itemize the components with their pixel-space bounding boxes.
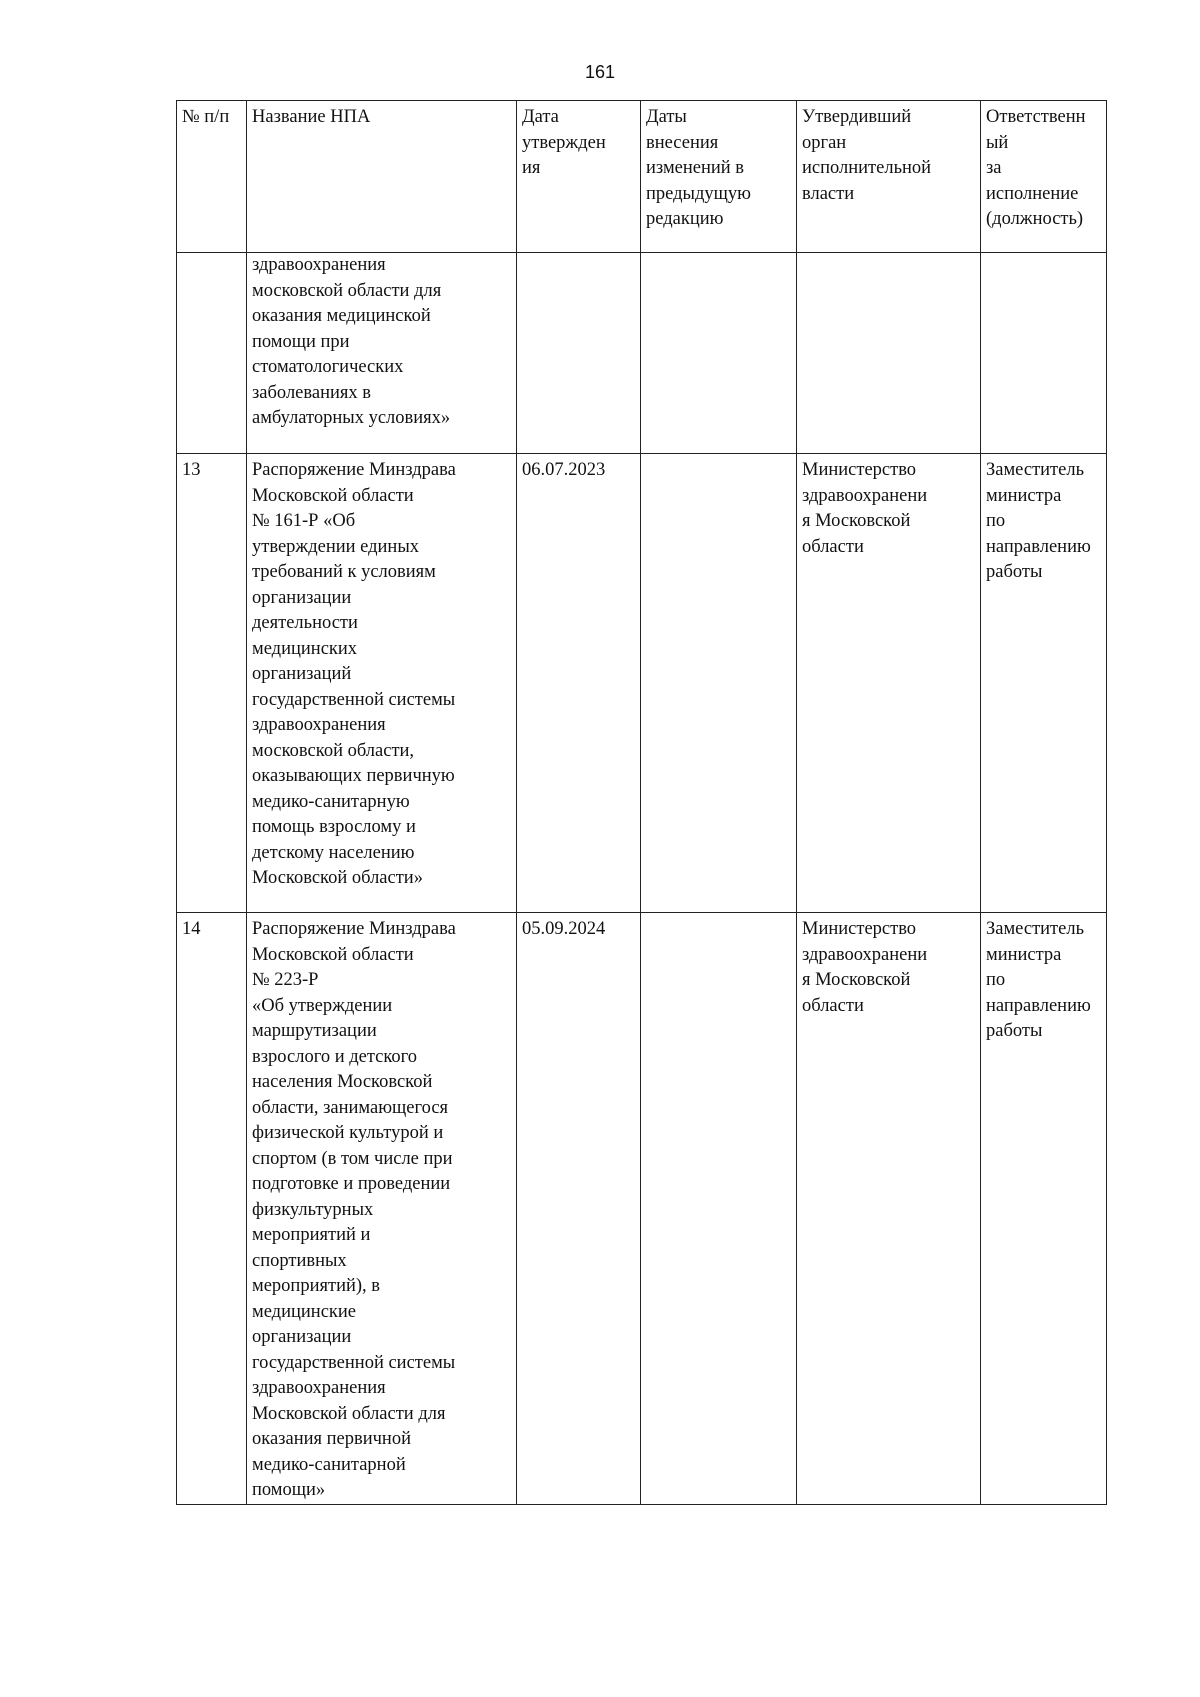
npa-table xyxy=(176,100,1107,1505)
header-change-dates: Даты внесения изменений в предыдущую редакцию xyxy=(641,101,797,253)
cell-approval-date: 06.07.2023 xyxy=(517,454,641,913)
cell-approval-date xyxy=(517,253,641,454)
cell-responsible: Заместитель министра по направлению работы xyxy=(981,913,1107,1505)
cell-act-name: Распоряжение Минздрава Московской области № 223-Р «Об утверждении маршрутизации взрослого и детского населения Московской области, занимающегося физической культурой и спортом (в том числе при подготовке и проведении физкультурных мероприятий и спортивных мероприятий), в медицинские организации государственной системы здравоохранения Московской области для оказания первичной медико-санитарной помощи» xyxy=(247,913,517,1505)
header-approving-body: Утвердивший орган исполнительной власти xyxy=(797,101,981,253)
header-responsible: Ответственн ый за исполнение (должность) xyxy=(981,101,1107,253)
cell-change-dates xyxy=(641,454,797,913)
header-number: № п/п xyxy=(177,101,247,253)
cell-approval-date: 05.09.2024 xyxy=(517,913,641,1505)
header-approval-date: Дата утвержден ия xyxy=(517,101,641,253)
cell-act-name: Распоряжение Минздрава Московской области № 161-Р «Об утверждении единых требований к условиям организации деятельности медицинских организаций государственной системы здравоохранения московской области, оказывающих первичную медико-санитарную помощь взрослому и детскому населению Московской области» xyxy=(247,454,517,913)
cell-number xyxy=(177,253,247,454)
table-row xyxy=(177,913,1107,1505)
cell-change-dates xyxy=(641,913,797,1505)
cell-change-dates xyxy=(641,253,797,454)
cell-act-name: здравоохранения московской области для оказания медицинской помощи при стоматологических заболеваниях в амбулаторных условиях» xyxy=(247,253,517,454)
cell-number: 14 xyxy=(177,913,247,1505)
cell-responsible: Заместитель министра по направлению работы xyxy=(981,454,1107,913)
table-row xyxy=(177,454,1107,913)
cell-responsible xyxy=(981,253,1107,454)
cell-number: 13 xyxy=(177,454,247,913)
header-act-name: Название НПА xyxy=(247,101,517,253)
cell-approving-body: Министерство здравоохранени я Московской области xyxy=(797,913,981,1505)
page-number: 161 xyxy=(584,62,616,82)
cell-approving-body: Министерство здравоохранени я Московской области xyxy=(797,454,981,913)
cell-approving-body xyxy=(797,253,981,454)
table-header-row xyxy=(177,101,1107,253)
table-row xyxy=(177,253,1107,454)
